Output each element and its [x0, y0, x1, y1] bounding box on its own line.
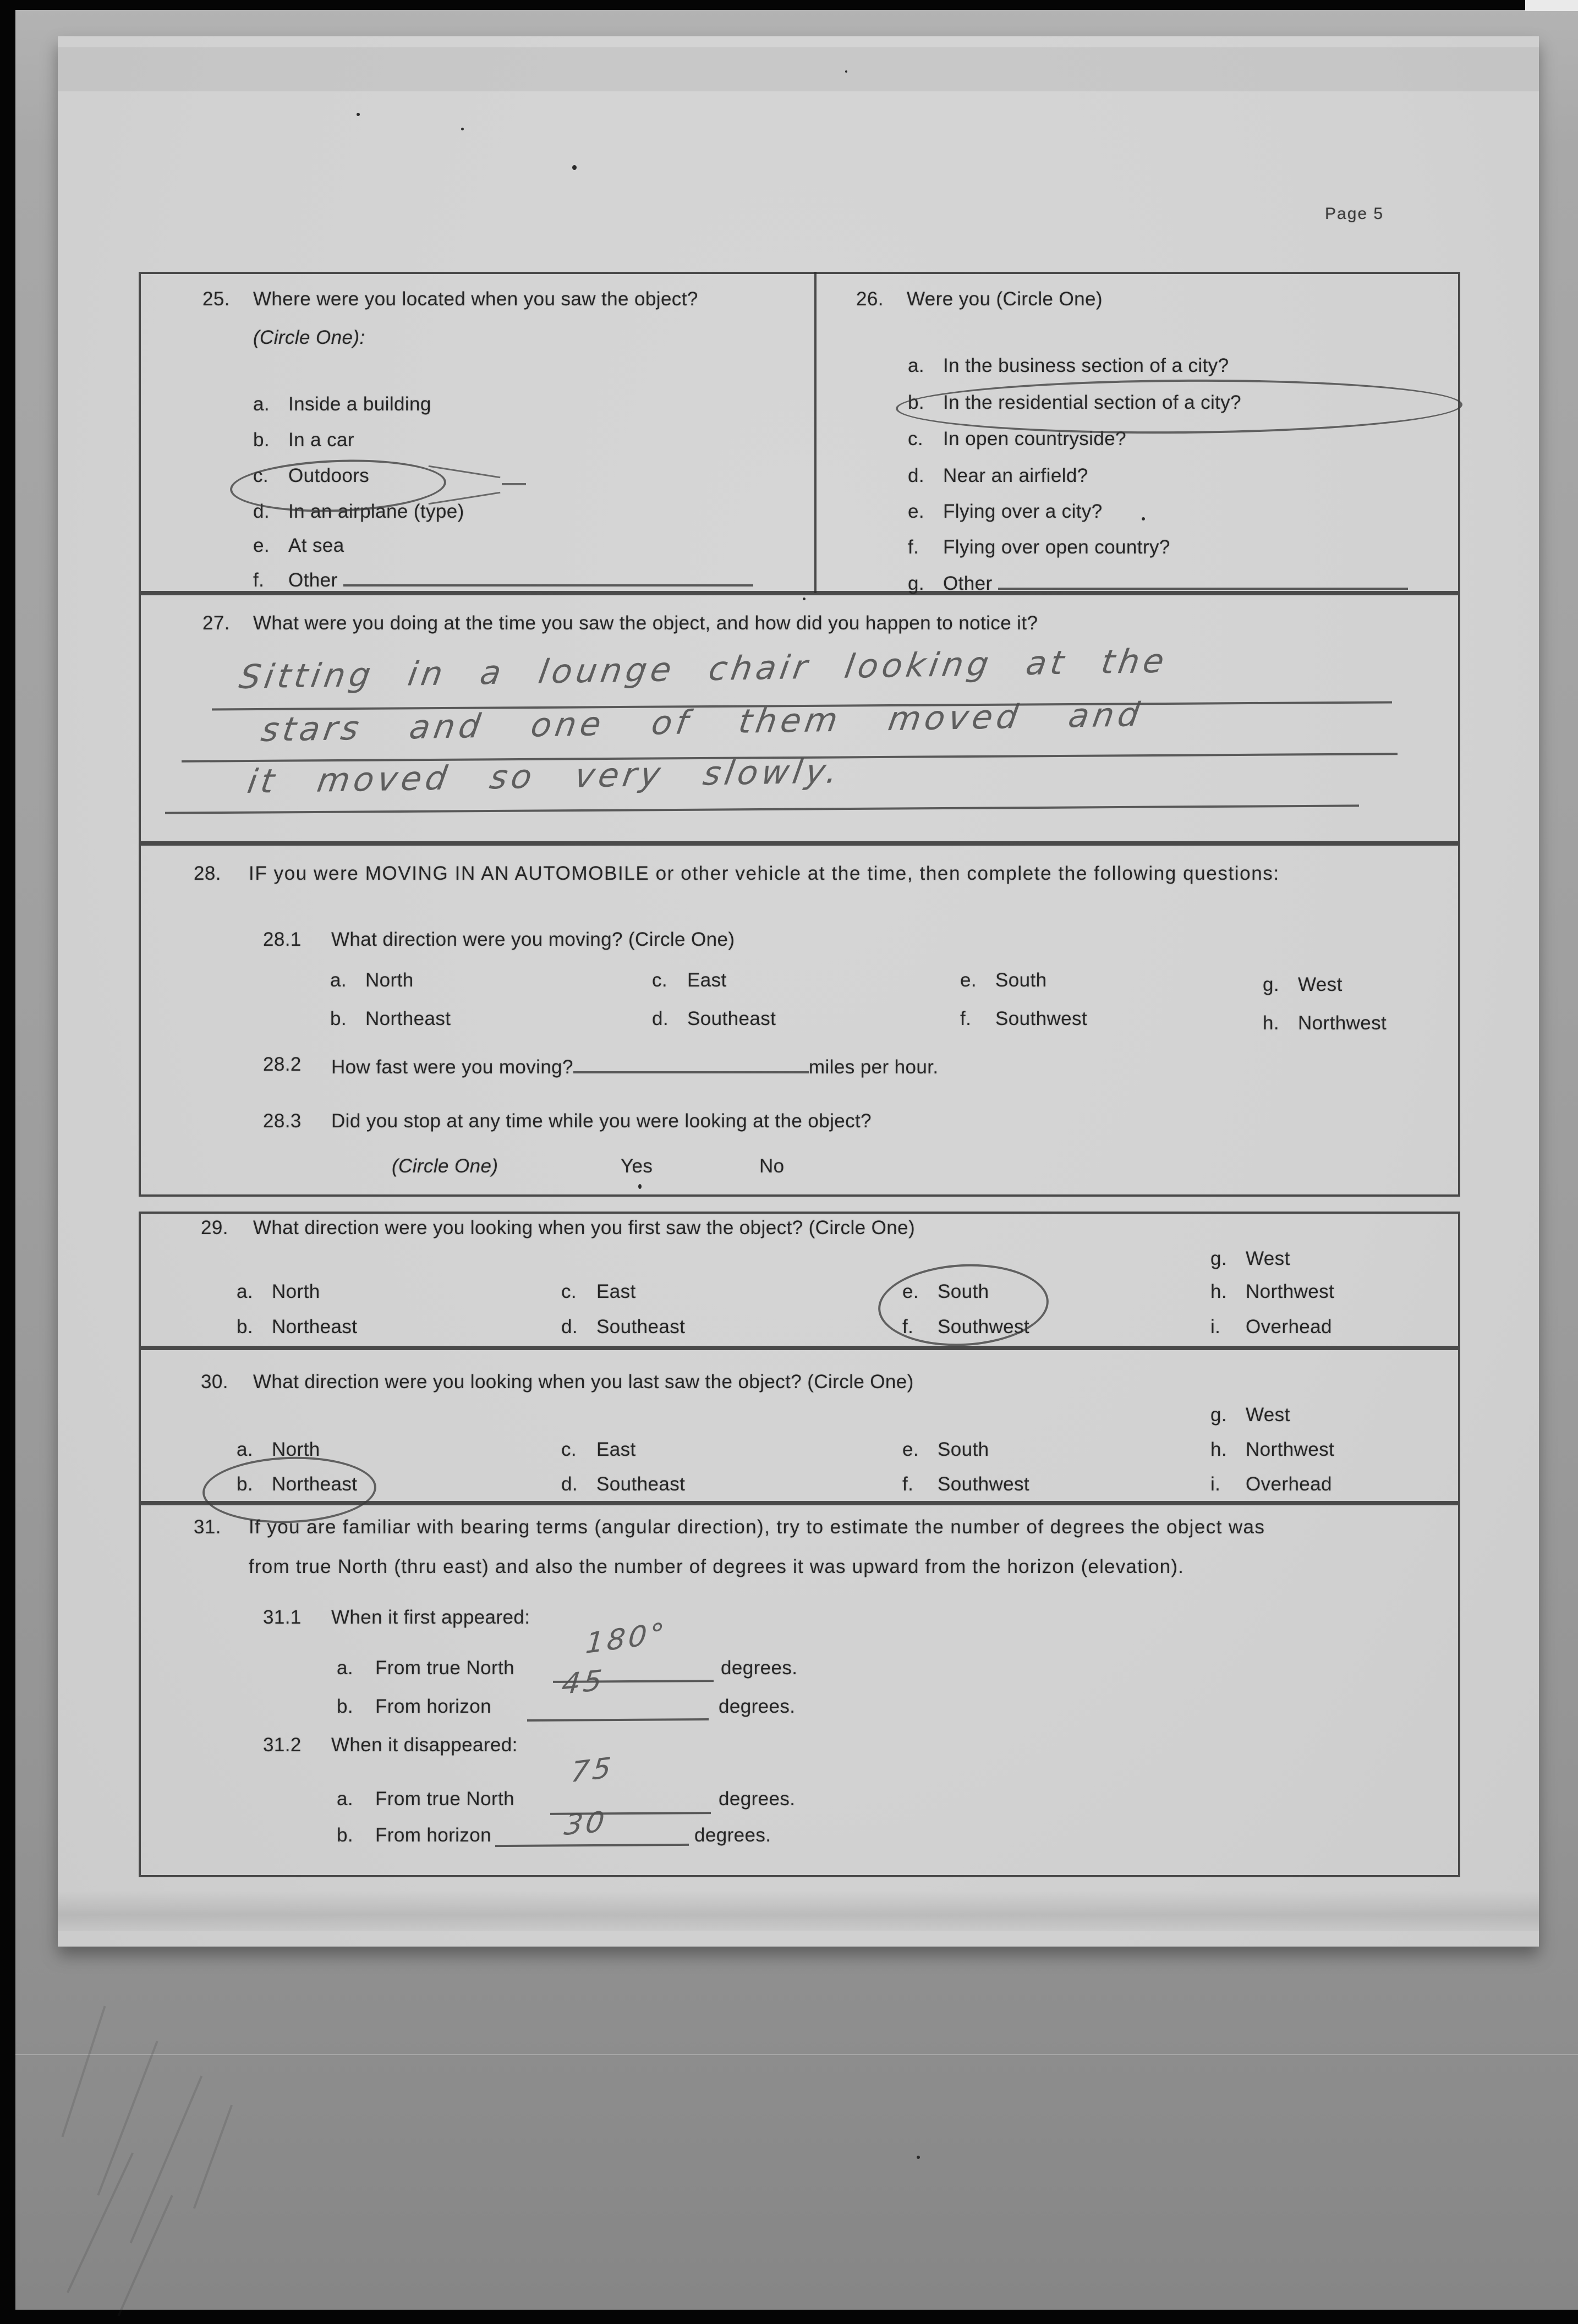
- scan-speck: [572, 165, 577, 170]
- option-letter: c.: [652, 969, 668, 991]
- q28-3-number: 28.3: [263, 1110, 302, 1132]
- option-letter: i.: [1210, 1316, 1221, 1338]
- option-label: Southwest: [938, 1473, 1030, 1495]
- option-letter: b.: [908, 392, 924, 413]
- option-label: West: [1246, 1248, 1290, 1269]
- q31-1a-suffix: degrees.: [721, 1657, 798, 1679]
- q30-number: 30.: [201, 1371, 228, 1393]
- q31-number: 31.: [194, 1516, 221, 1538]
- q28-number: 28.: [194, 863, 221, 884]
- q30-option-e: [902, 1439, 989, 1461]
- q31-1b-letter: b.: [337, 1696, 353, 1717]
- q28-2-speed-blank: [573, 1054, 809, 1073]
- q31-question-line-2: from true North (thru east) and also the number of degrees it was upward from the horizon (elevation).: [249, 1556, 1185, 1577]
- option-label: Northwest: [1298, 1012, 1387, 1034]
- q28-3-question: Did you stop at any time while you were looking at the object?: [331, 1110, 872, 1132]
- q28-1-option-b: [330, 1008, 451, 1030]
- option-label: Southwest: [938, 1316, 1030, 1338]
- q31-2a-prefix: From true North: [375, 1788, 514, 1810]
- option-label: Southeast: [687, 1008, 776, 1029]
- option-label: North: [272, 1439, 320, 1460]
- q25-number: 25.: [202, 288, 230, 310]
- q31-2a-suffix: degrees.: [719, 1788, 796, 1810]
- option-letter: b.: [330, 1008, 347, 1029]
- q31-1b-value: 45: [560, 1664, 606, 1701]
- q29-option-g: [1210, 1248, 1290, 1270]
- scan-speck: [845, 70, 847, 73]
- q27-number: 27.: [202, 612, 230, 634]
- q29-option-h: [1210, 1281, 1334, 1303]
- option-label: In open countryside?: [943, 428, 1126, 450]
- option-label: South: [938, 1281, 989, 1302]
- q25-option-b: [253, 429, 354, 451]
- option-label: In a car: [288, 429, 354, 451]
- option-letter: d.: [908, 465, 924, 486]
- option-letter: a.: [330, 969, 347, 991]
- option-label: North: [272, 1281, 320, 1302]
- option-label: West: [1246, 1404, 1290, 1426]
- q30-option-g: [1210, 1404, 1290, 1426]
- option-label: South: [938, 1439, 989, 1460]
- option-letter: d.: [652, 1008, 669, 1029]
- option-label: At sea: [288, 535, 344, 556]
- option-letter: b.: [237, 1473, 253, 1495]
- option-letter: e.: [253, 535, 270, 556]
- scan-edge-sliver: [1525, 0, 1578, 11]
- option-label: Other: [288, 569, 338, 591]
- q28-1-option-h: [1263, 1012, 1387, 1034]
- option-label: Flying over a city?: [943, 501, 1103, 522]
- option-label: In an airplane (type): [288, 501, 464, 522]
- option-label: Northwest: [1246, 1281, 1335, 1302]
- section-divider-25-26: [814, 272, 817, 593]
- q29-option-c: [561, 1281, 636, 1303]
- q31-1a-letter: a.: [337, 1657, 353, 1679]
- option-label: In the residential section of a city?: [943, 392, 1242, 413]
- option-letter: a.: [253, 393, 270, 415]
- option-letter: h.: [1210, 1281, 1227, 1302]
- option-letter: g.: [1263, 974, 1279, 995]
- option-letter: i.: [1210, 1473, 1221, 1495]
- option-label: Inside a building: [288, 393, 431, 415]
- option-letter: g.: [908, 573, 924, 594]
- q27-answer-line-1: Sitting in a lounge chair looking at the: [237, 642, 1171, 697]
- option-label: Flying over open country?: [943, 536, 1170, 558]
- option-letter: f.: [902, 1316, 914, 1338]
- scan-shadow-bottom: [58, 1890, 1539, 1931]
- option-label: East: [596, 1281, 636, 1302]
- q26-option-g: [908, 570, 1408, 595]
- q28-1-option-a: [330, 969, 414, 991]
- q31-1b-suffix: degrees.: [719, 1696, 796, 1717]
- q26-option-a: [908, 355, 1229, 377]
- q28-2-prefix: How fast were you moving?: [331, 1056, 573, 1078]
- option-label: Overhead: [1246, 1473, 1332, 1495]
- option-label: Southeast: [596, 1316, 686, 1338]
- option-label: West: [1298, 974, 1343, 995]
- q30-option-f: [902, 1473, 1029, 1495]
- q31-2a-value: 75: [569, 1751, 615, 1789]
- q26-option-e: [908, 501, 1103, 523]
- scan-speck: [638, 1184, 642, 1189]
- q29-number: 29.: [201, 1217, 228, 1238]
- q29-option-b: [237, 1316, 357, 1338]
- option-letter: a.: [237, 1281, 253, 1302]
- scan-speck: [357, 113, 360, 116]
- q28-2-suffix: miles per hour.: [808, 1056, 939, 1078]
- option-letter: c.: [908, 428, 924, 450]
- q26-option-d: [908, 465, 1088, 487]
- q29-option-d: [561, 1316, 685, 1338]
- q31-2b-suffix: degrees.: [694, 1824, 771, 1846]
- q30-question: What direction were you looking when you last saw the object? (Circle One): [253, 1371, 914, 1393]
- q31-question-line-1: If you are familiar with bearing terms (angular direction), try to estimate the number of degrees the object was: [249, 1516, 1265, 1538]
- option-label: Northwest: [1246, 1439, 1335, 1460]
- q28-1-option-e: [960, 969, 1046, 991]
- option-label: Southeast: [596, 1473, 686, 1495]
- option-label: In the business section of a city?: [943, 355, 1229, 376]
- q28-1-question: What direction were you moving? (Circle One): [331, 929, 735, 950]
- scan-speck: [461, 128, 464, 130]
- option-letter: f.: [960, 1008, 972, 1029]
- q31-2b-prefix: From horizon: [375, 1824, 491, 1846]
- option-label: Near an airfield?: [943, 465, 1088, 486]
- q27-answer-line-3: it moved so very slowly.: [245, 752, 845, 801]
- q30-option-c: [561, 1439, 636, 1461]
- option-letter: c.: [253, 465, 269, 486]
- q30-option-d: [561, 1473, 685, 1495]
- q27-question: What were you doing at the time you saw the object, and how did you happen to notice it?: [253, 612, 1038, 634]
- option-label: East: [687, 969, 727, 991]
- option-letter: e.: [902, 1281, 919, 1302]
- q28-2-line: [331, 1054, 938, 1078]
- option-letter: c.: [561, 1281, 577, 1302]
- option-label: Outdoors: [288, 465, 370, 486]
- option-letter: c.: [561, 1439, 577, 1460]
- option-letter: b.: [253, 429, 270, 451]
- q28-3-yes: Yes: [621, 1155, 653, 1177]
- q28-3-no: No: [759, 1155, 785, 1177]
- q25-question: Where were you located when you saw the object?: [253, 288, 698, 310]
- q31-1b-prefix: From horizon: [375, 1696, 491, 1717]
- scan-speck: [803, 598, 806, 600]
- q26-question: Were you (Circle One): [907, 288, 1103, 310]
- q29-option-i: [1210, 1316, 1332, 1338]
- q28-1-option-f: [960, 1008, 1087, 1030]
- q26-other-blank: [998, 570, 1408, 590]
- option-letter: f.: [908, 536, 919, 558]
- q25-option-e: [253, 535, 344, 557]
- q31-2-number: 31.2: [263, 1734, 302, 1756]
- option-label: Northeast: [272, 1316, 358, 1338]
- q29-option-a: [237, 1281, 320, 1303]
- option-label: North: [365, 969, 414, 991]
- q25-option-f: [253, 567, 753, 591]
- option-letter: d.: [561, 1316, 578, 1338]
- q28-3-instruction: (Circle One): [392, 1155, 498, 1177]
- scan-artifact-line: [15, 2054, 1578, 2055]
- q31-1a-prefix: From true North: [375, 1657, 514, 1679]
- q28-1-option-g: [1263, 974, 1343, 996]
- q25-option-a: [253, 393, 431, 415]
- q28-1-option-c: [652, 969, 727, 991]
- option-label: South: [995, 969, 1047, 991]
- q31-1-number: 31.1: [263, 1607, 302, 1628]
- option-letter: f.: [253, 569, 265, 591]
- q26-option-f: [908, 536, 1170, 558]
- q31-1-label: When it first appeared:: [331, 1607, 530, 1628]
- option-letter: e.: [902, 1439, 919, 1460]
- option-letter: b.: [237, 1316, 253, 1338]
- page-number: Page 5: [1325, 205, 1384, 223]
- option-letter: f.: [902, 1473, 914, 1495]
- q25-other-blank: [343, 567, 753, 587]
- option-letter: g.: [1210, 1248, 1227, 1269]
- option-label: Northeast: [272, 1473, 358, 1495]
- option-letter: e.: [960, 969, 977, 991]
- q25-circle-tail-dash: [502, 483, 526, 485]
- option-letter: h.: [1263, 1012, 1279, 1034]
- q31-2-label: When it disappeared:: [331, 1734, 518, 1756]
- q28-2-number: 28.2: [263, 1054, 302, 1075]
- q31-2a-letter: a.: [337, 1788, 353, 1810]
- option-letter: g.: [1210, 1404, 1227, 1426]
- q26-number: 26.: [856, 288, 884, 310]
- option-label: Northeast: [365, 1008, 451, 1029]
- option-letter: h.: [1210, 1439, 1227, 1460]
- q31-2b-value: 30: [562, 1805, 609, 1842]
- option-letter: a.: [237, 1439, 253, 1460]
- option-label: Overhead: [1246, 1316, 1332, 1338]
- scan-speck: [1142, 517, 1145, 520]
- q30-option-i: [1210, 1473, 1332, 1495]
- q28-question: IF you were MOVING IN AN AUTOMOBILE or other vehicle at the time, then complete the following questions:: [249, 863, 1280, 884]
- option-letter: a.: [908, 355, 924, 376]
- q28-1-option-d: [652, 1008, 776, 1030]
- q29-question: What direction were you looking when you first saw the object? (Circle One): [253, 1217, 916, 1238]
- q28-1-number: 28.1: [263, 929, 302, 950]
- option-label: Other: [943, 573, 993, 594]
- q25-instruction: (Circle One):: [253, 327, 365, 348]
- scan-speck: [917, 2156, 920, 2159]
- q30-option-h: [1210, 1439, 1334, 1461]
- option-letter: e.: [908, 501, 924, 522]
- option-label: Southwest: [995, 1008, 1088, 1029]
- scan-shadow-top: [58, 47, 1539, 91]
- q31-2b-letter: b.: [337, 1824, 353, 1846]
- option-letter: d.: [561, 1473, 578, 1495]
- q31-1a-value: 180°: [584, 1616, 669, 1660]
- option-letter: d.: [253, 501, 270, 522]
- q27-answer-line-2: stars and one of them moved and: [259, 695, 1146, 749]
- option-label: East: [596, 1439, 636, 1460]
